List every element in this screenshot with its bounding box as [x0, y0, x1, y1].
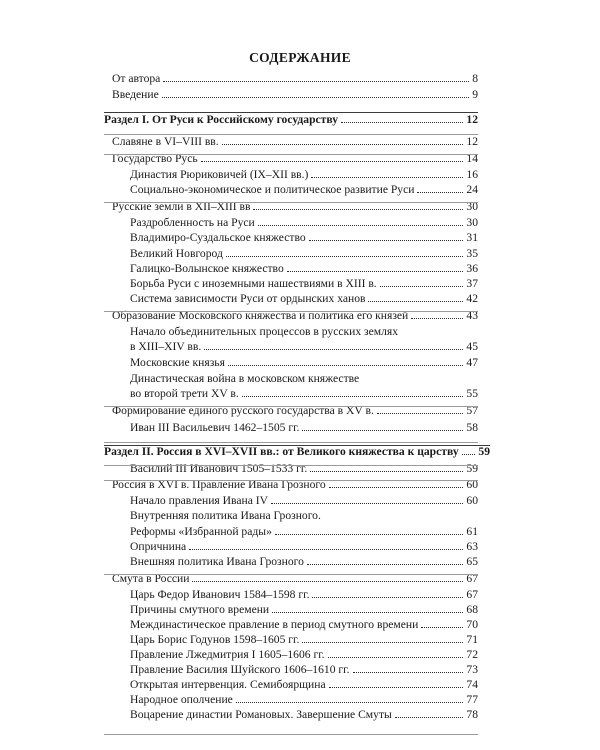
toc-entry-title: Царь Борис Годунов 1598–1605 гг.	[130, 633, 300, 646]
toc-entry-title: Государство Русь	[112, 152, 198, 165]
leader-dots	[258, 225, 464, 226]
section-divider	[104, 442, 478, 443]
toc-entry-title: Борьба Руси с иноземными нашествиями в XIII в.	[130, 277, 377, 290]
leader-dots	[341, 122, 463, 123]
toc-entry-page: 43	[466, 309, 478, 322]
toc-entry-title: Социально-экономическое и политическое развитие Руси	[130, 183, 415, 196]
toc-entry-title: Введение	[112, 88, 159, 101]
toc-entry[interactable]	[112, 475, 478, 491]
leader-dots	[302, 430, 463, 431]
leader-dots	[312, 597, 463, 598]
toc-entry-page: 74	[466, 678, 478, 691]
toc-entry[interactable]	[112, 569, 478, 585]
toc-entry-page: 61	[466, 525, 478, 538]
leader-dots	[329, 487, 464, 488]
toc-entry-page: 30	[466, 216, 478, 229]
toc-entry-title: Раздробленность на Руси	[130, 216, 255, 229]
toc-entry-title: Формирование единого русского государства в XV в.	[112, 404, 374, 417]
leader-dots	[226, 256, 464, 257]
toc-entry[interactable]	[130, 491, 478, 507]
leader-dots	[242, 396, 464, 397]
toc-entry-page: 59	[466, 462, 478, 475]
toc-entry-title: Начало объединительных процессов в русских землях	[130, 325, 399, 338]
toc-entry[interactable]	[130, 552, 478, 568]
toc-entry-page: 71	[466, 633, 478, 646]
leader-dots	[253, 209, 463, 210]
section-divider	[104, 154, 478, 155]
toc-entry[interactable]	[130, 353, 478, 369]
leader-dots	[163, 81, 469, 82]
toc-entry-title: Раздел II. Россия в XVI–XVII вв.: от Великого княжества к царству	[104, 445, 459, 458]
toc-entry[interactable]	[130, 274, 478, 290]
toc-entry-title: Правление Лжедмитрия I 1605–1606 гг.	[130, 648, 325, 661]
section-divider	[104, 480, 478, 481]
leader-dots	[228, 365, 464, 366]
toc-entry-title: Открытая интервенция. Семибоярщина	[130, 678, 326, 691]
toc-entry-title: Славяне в VI–VIII вв.	[112, 135, 219, 148]
toc-entry-page: 68	[466, 603, 478, 616]
toc-entry[interactable]	[130, 244, 478, 260]
section-divider	[104, 445, 490, 446]
toc-entry-title: Воцарение династии Романовых. Завершение Смуты	[130, 708, 392, 721]
toc-entry[interactable]	[130, 675, 478, 691]
leader-dots	[204, 349, 463, 350]
toc-entry[interactable]	[112, 306, 478, 322]
leader-dots	[275, 534, 464, 535]
toc-entry-title: Московские князья	[130, 356, 225, 369]
leader-dots	[222, 144, 464, 145]
toc-entry-page: 59	[478, 445, 490, 458]
toc-entry-title: Раздел I. От Руси к Российскому государству	[104, 113, 339, 126]
toc-entry-page: 67	[466, 572, 478, 585]
toc-entry-title: Начало правления Ивана IV	[130, 494, 268, 507]
toc-entry[interactable]	[130, 369, 478, 385]
leader-dots	[462, 454, 476, 455]
leader-dots	[311, 177, 463, 178]
leader-dots	[287, 271, 464, 272]
toc-entry[interactable]	[130, 228, 478, 244]
toc-entry[interactable]	[130, 165, 478, 181]
leader-dots	[272, 612, 463, 613]
toc-entry-page: 78	[466, 708, 478, 721]
toc-entry[interactable]	[130, 322, 478, 338]
toc-entry-title: Народное ополчение	[130, 693, 233, 706]
leader-dots	[189, 549, 463, 550]
leader-dots	[328, 657, 464, 658]
toc-entry-title: Великий Новгород	[130, 247, 223, 260]
toc-entry-page: 65	[466, 555, 478, 568]
toc-entry-page: 77	[466, 693, 478, 706]
section-divider	[104, 406, 478, 407]
toc-entry-page: 16	[466, 168, 478, 181]
toc-entry[interactable]	[130, 459, 478, 475]
toc-entry[interactable]	[130, 259, 478, 275]
toc-entry-page: 42	[466, 292, 478, 305]
toc-entry-page: 14	[466, 152, 478, 165]
section-divider	[104, 465, 478, 466]
section-divider	[104, 311, 478, 312]
toc-entry-page: 37	[466, 277, 478, 290]
leader-dots	[380, 286, 464, 287]
toc-entry[interactable]	[112, 197, 478, 213]
toc-entry[interactable]	[130, 522, 478, 538]
toc-entry-title: Россия в XVI в. Правление Ивана Грозного	[112, 478, 326, 491]
toc-entry[interactable]	[130, 705, 478, 721]
toc-entry-title: Василий III Иванович 1505–1533 гг.	[130, 462, 308, 475]
toc-entry[interactable]	[130, 690, 478, 706]
toc-entry-page: 60	[466, 478, 478, 491]
toc-entry-title: Династия Рюриковичей (IX–XII вв.)	[130, 168, 309, 181]
toc-entry-page: 9	[472, 88, 478, 101]
toc-entry[interactable]	[130, 600, 478, 616]
toc-entry-page: 72	[466, 648, 478, 661]
toc-entry[interactable]	[130, 289, 478, 305]
toc-entry-title: во второй трети XV в.	[130, 387, 239, 400]
leader-dots	[201, 161, 464, 162]
leader-dots	[192, 581, 463, 582]
toc-entry[interactable]	[112, 149, 478, 165]
toc-entry-page: 8	[472, 72, 478, 85]
toc-entry[interactable]	[130, 645, 478, 661]
toc-entry-page: 31	[466, 231, 478, 244]
leader-dots	[309, 240, 464, 241]
toc-entry[interactable]	[130, 660, 478, 676]
toc-entry-title: Опричнина	[130, 540, 187, 553]
toc-entry[interactable]	[130, 384, 478, 400]
leader-dots	[411, 318, 463, 319]
leader-dots	[307, 564, 464, 565]
toc-entry-page: 73	[466, 663, 478, 676]
toc-entry-title: Русские земли в XII–XIII вв	[112, 200, 251, 213]
leader-dots	[421, 627, 463, 628]
toc-entry[interactable]	[130, 630, 478, 646]
toc-entry[interactable]	[130, 180, 478, 196]
leader-dots	[417, 192, 463, 193]
toc-entry-title: Владимиро-Суздальское княжество	[130, 231, 306, 244]
toc-entry-title: Смута в России	[112, 572, 190, 585]
leader-dots	[377, 413, 464, 414]
toc-entry-page: 47	[466, 356, 478, 369]
section-divider	[104, 134, 478, 135]
section-divider	[104, 574, 478, 575]
toc-entry-page: 12	[466, 113, 478, 126]
leader-dots	[236, 702, 464, 703]
section-divider	[104, 202, 478, 203]
leader-dots	[271, 503, 463, 504]
toc-entry-page: 12	[466, 135, 478, 148]
toc-entry-page: 45	[466, 340, 478, 353]
toc-entry-title: в XIII–XIV вв.	[130, 340, 202, 353]
leader-dots	[162, 97, 469, 98]
toc-entry-page: 35	[466, 247, 478, 260]
toc-entry[interactable]	[130, 615, 478, 631]
toc-entry[interactable]	[130, 213, 478, 229]
toc-entry-page: 60	[466, 494, 478, 507]
toc-entry-title: Иван III Васильевич 1462–1505 гг.	[130, 421, 300, 434]
page-title: СОДЕРЖАНИЕ	[249, 50, 351, 65]
toc-entry[interactable]	[130, 418, 478, 434]
toc-entry-page: 24	[466, 183, 478, 196]
toc-entry-page: 70	[466, 618, 478, 631]
leader-dots	[329, 687, 464, 688]
toc-entry-page: 36	[466, 262, 478, 275]
toc-entry-title: Галицко-Волынское княжество	[130, 262, 284, 275]
toc-entry-page: 57	[466, 404, 478, 417]
toc-entry-title: Внутренняя политика Ивана Грозного.	[130, 509, 321, 522]
toc-entry-title: Царь Федор Иванович 1584–1598 гг.	[130, 588, 310, 601]
toc-entry-title: Правление Василия Шуйского 1606–1610 гг.	[130, 663, 350, 676]
toc-entry-title: Образование Московского княжества и политика его князей	[112, 309, 409, 322]
section-divider	[104, 112, 478, 113]
toc-entry-page: 58	[466, 421, 478, 434]
toc-entry-page: 63	[466, 540, 478, 553]
toc-entry-page: 67	[466, 588, 478, 601]
toc-entry-title: Система зависимости Руси от ордынских ханов	[130, 292, 366, 305]
toc-entry-title: Реформы «Избранной рады»	[130, 525, 272, 538]
leader-dots	[310, 471, 463, 472]
toc-entry[interactable]	[112, 85, 478, 101]
leader-dots	[395, 717, 464, 718]
leader-dots	[302, 642, 463, 643]
toc-entry-page: 30	[466, 200, 478, 213]
toc-entry[interactable]	[130, 337, 478, 353]
section-divider	[104, 734, 478, 735]
toc-entry[interactable]	[130, 537, 478, 553]
toc-entry-title: Династическая война в московском княжестве	[130, 372, 360, 385]
toc-entry[interactable]	[130, 585, 478, 601]
leader-dots	[368, 301, 463, 302]
toc-entry-title: Причины смутного времени	[130, 603, 270, 616]
toc-entry[interactable]	[112, 401, 478, 417]
toc-entry-title: От автора	[112, 72, 161, 85]
toc-entry-title: Междинастическое правление в период смутного времени	[130, 618, 419, 631]
toc-entry-title: Внешняя политика Ивана Грозного	[130, 555, 304, 568]
toc-entry[interactable]	[130, 506, 478, 522]
leader-dots	[353, 672, 464, 673]
toc-entry[interactable]	[112, 69, 478, 85]
toc-entry-page: 55	[466, 387, 478, 400]
